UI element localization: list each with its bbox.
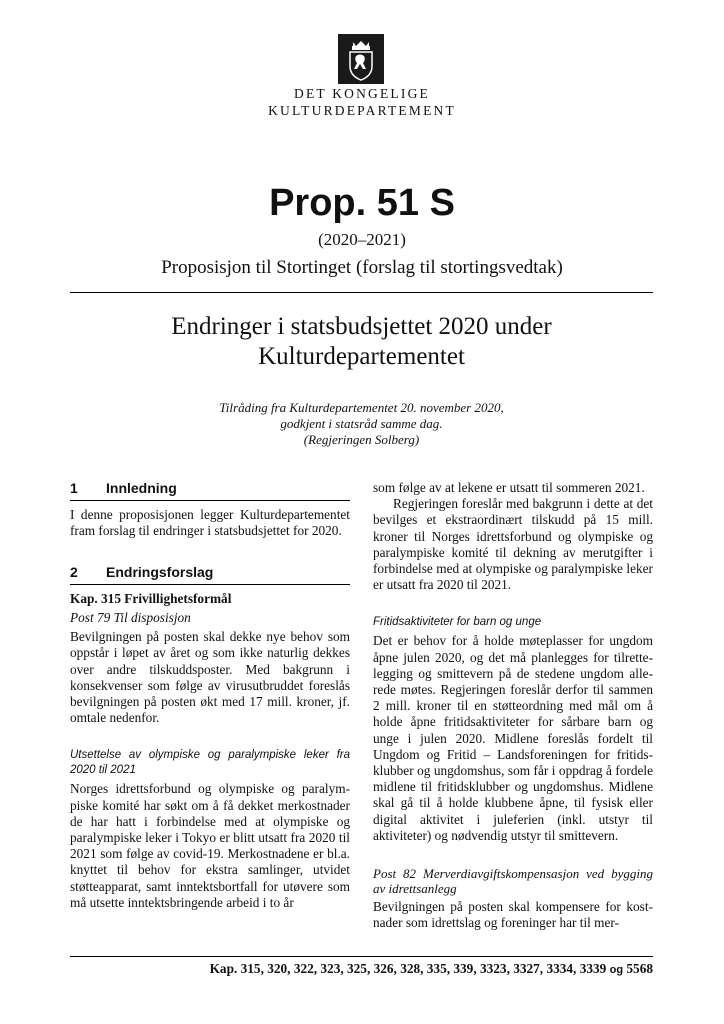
body-paragraph: Norges idrettsforbund og olympiske og paralympiske komité har søkt om å få dekket merkostnader de har hatt i forbindelse med at olympiske og paralympiske leker i Tokyo er blitt utsatt fra 2020 til 2021 som følge av covid-19. Merkostnadene er bl.a. knyttet til behov for ekstra samlinger, utvidet støtteapparat, samt inntektsbortfall for utøvere som må utsette inntektsbringende arbeid i to år (70, 781, 350, 910)
footer-divider (70, 956, 653, 957)
department-name-line2: KULTURDEPARTEMENT (268, 103, 456, 118)
right-column (373, 480, 653, 931)
body-paragraph: Bevilgningen på posten skal kompensere for kostnader som idrettslag og foreninger har til mer- (373, 899, 653, 931)
intro-paragraph: I denne proposisjonen legger Kulturdepartementet fram forslag til endringer i statsbudsjettet for 2020. (70, 507, 350, 539)
chapter-heading: Kap. 315 Frivillighetsformål (70, 590, 232, 606)
section-title: Endringsforslag (106, 563, 214, 580)
post-heading: Post 82 Merverdiavgiftskompensasjon ved bygging av idrettsanlegg (373, 866, 653, 897)
proposition-title: Prop. 51 S (269, 182, 455, 224)
footer-last-chapter: 5568 (626, 961, 653, 976)
section-number: 2 (70, 563, 78, 580)
document-title (70, 312, 653, 372)
document-title-line1: Endringer i statsbudsjettet 2020 under (171, 313, 552, 340)
approval-line1: Tilråding fra Kulturdepartementet 20. november 2020, (219, 400, 504, 415)
body-paragraph: Regjeringen foreslår med bakgrunn i dette at det bevilges et ekstraordinært tilskudd på 15 mill. kroner til Norges idrettsforbund og olympiske og paralympiske komité til dekning av merutgifter i forbindelse med at olympiske og paralympiske leker er utsatt fra 2020 til 2021. (373, 496, 653, 593)
section-number: 1 (70, 480, 78, 496)
section-title: Innledning (106, 480, 177, 496)
footer-chapter-list (70, 961, 653, 977)
top-divider (70, 292, 653, 293)
body-paragraph: som følge av at lekene er utsatt til sommeren 2021. (373, 480, 645, 495)
footer-og: og (609, 964, 624, 976)
footer-chapters: Kap. 315, 320, 322, 323, 325, 326, 328, 335, 339, 3323, 3327, 3334, 3339 (209, 961, 607, 976)
post-heading: Post 79 Til disposisjon (70, 610, 191, 626)
approval-line2: godkjent i statsråd samme dag. (280, 416, 443, 431)
session-years: (2020–2021) (318, 230, 406, 249)
proposition-subtitle: Proposisjon til Stortinget (forslag til stortingsvedtak) (161, 257, 563, 278)
section-heading-innledning (70, 480, 350, 501)
body-paragraph: Det er behov for å holde møteplasser for ungdom åpne julen 2020, og det må planlegges for tilrettelegging og smittevern på de stedene ungdom allerede møtes. Regjeringen foreslår derfor til sammen 2 mill. kroner til en støtteordning med mål om å holde åpne fritidsaktiviteter for sårbare barn og unge i julen 2020. Midlene foreslås fordelt til Ungdom og Fritid – Landsforeningen for fritidsklubber og ungdomshus, som får i oppdrag å fordele midlene til fritidsklubber og ungdomshus. Midlene skal gå til å holde klubbene åpne, til fysisk eller digital aktivitet i juleferien (inkl. utstyr til aktiviteter) og nødvendig utstyr til smittevern. (373, 633, 653, 843)
approval-note (70, 400, 653, 448)
document-title-line2: Kulturdepartementet (258, 343, 465, 370)
section-heading-endringsforslag (70, 564, 350, 585)
body-paragraph: Bevilgningen på posten skal dekke nye behov som oppstår i løpet av året og som ikke naturlig dekkes over andre tilskuddsposter. Med bakgrunn i konsekvenser som følge av virusutbruddet foreslås bevilgningen på posten økt med 17 mill. kroner, jf. omtale nedenfor. (70, 629, 350, 726)
left-column (70, 480, 350, 911)
subheading: Utsettelse av olympiske og paralympiske leker fra 2020 til 2021 (70, 749, 350, 777)
coat-of-arms-icon (338, 34, 384, 84)
subheading: Fritidsaktiviteter for barn og unge (373, 616, 542, 629)
approval-line3: (Regjeringen Solberg) (303, 432, 420, 447)
department-name-line1: DET KONGELIGE (294, 86, 430, 101)
